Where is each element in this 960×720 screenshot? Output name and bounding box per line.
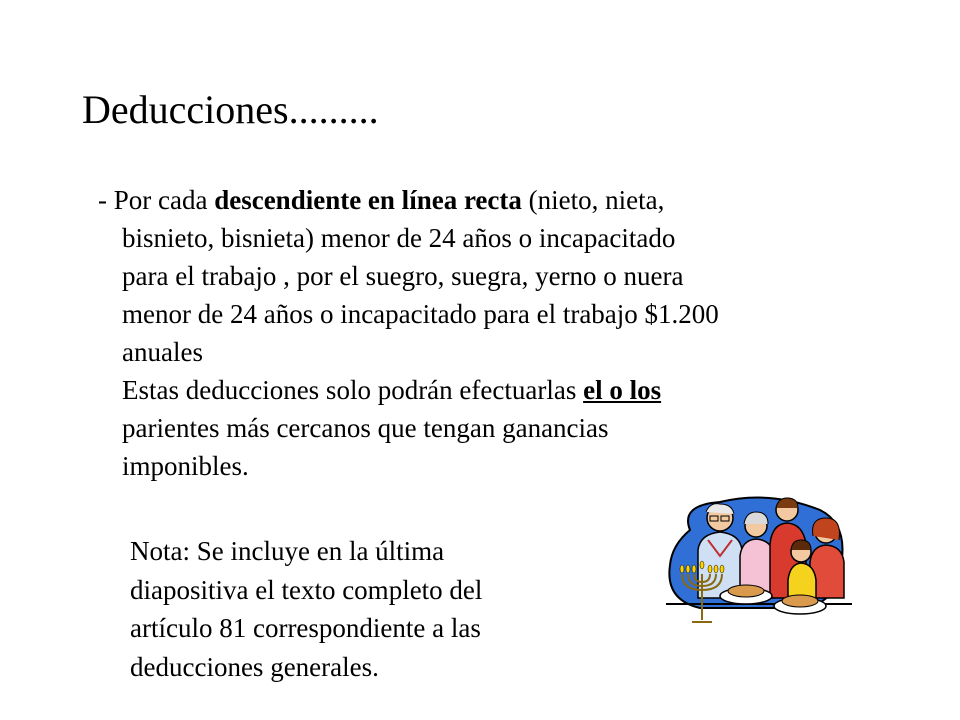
family-celebration-icon	[660, 490, 855, 630]
bullet-line-4: menor de 24 años o incapacitado para el trabajo $1.200	[122, 299, 719, 329]
note-paragraph	[130, 532, 570, 686]
bullet-text: Estas deducciones solo podrán efectuarlas	[122, 375, 584, 405]
bullet-paragraph	[98, 181, 858, 485]
bold-underlined-term: el o los	[583, 375, 662, 405]
note-line-2: diapositiva el texto completo del	[130, 574, 483, 605]
bold-term: descendiente en línea recta	[214, 185, 522, 215]
bullet-text: - Por cada	[98, 185, 215, 215]
slide-title: Deducciones.........	[82, 87, 379, 132]
bullet-line-8: imponibles.	[122, 451, 249, 481]
bullet-line-5: anuales	[122, 337, 203, 367]
note-line-3: artículo 81 correspondiente a las	[130, 613, 481, 643]
bullet-line-2: bisnieto, bisnieta) menor de 24 años o incapacitado	[122, 223, 676, 253]
note-line-1: Nota: Se incluye en la última	[130, 536, 445, 566]
note-line-4: deducciones generales.	[130, 651, 379, 682]
bullet-line-7: parientes más cercanos que tengan ganancias	[122, 413, 609, 443]
bullet-line-6	[98, 371, 858, 409]
bullet-line-1	[98, 181, 858, 219]
bullet-text: (nieto, nieta,	[521, 185, 665, 215]
bullet-line-3: para el trabajo , por el suegro, suegra, yerno o nuera	[122, 261, 684, 291]
